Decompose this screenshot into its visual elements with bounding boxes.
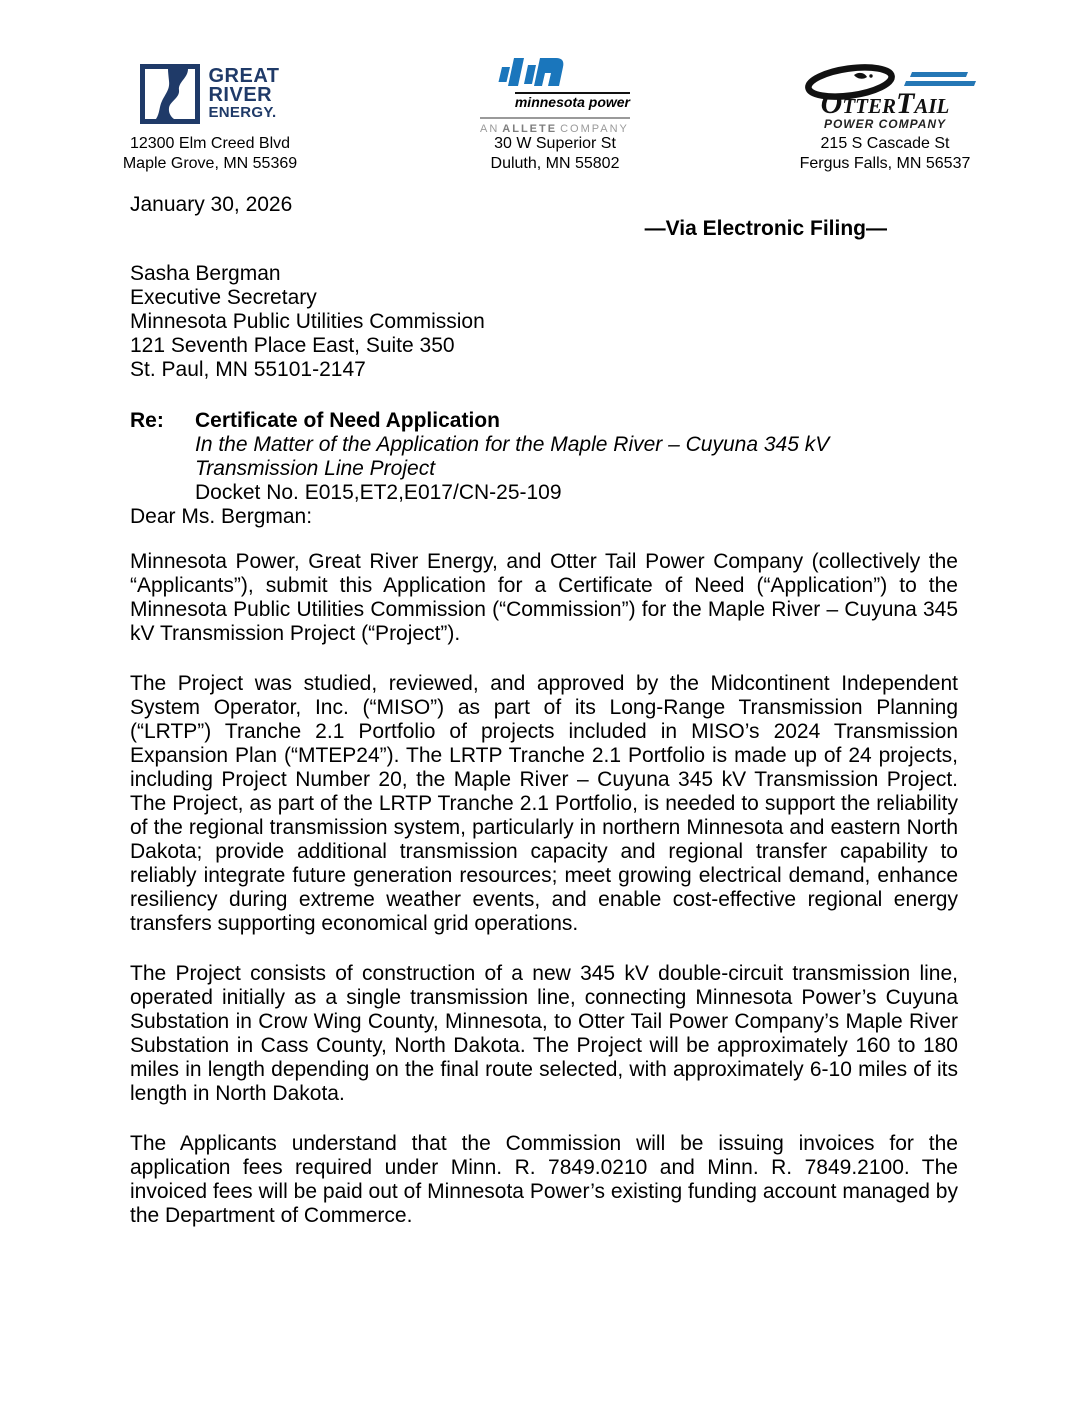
recipient-address-block: [130, 262, 958, 382]
allete-tagline-name: ALLETE: [502, 123, 558, 135]
mp-address-line-2: Duluth, MN 55802: [490, 155, 620, 172]
letter-date: January 30, 2026: [130, 193, 293, 216]
minnesota-power-letterhead: [455, 60, 655, 174]
allete-tagline-prefix: AN: [480, 123, 500, 135]
otp-address-line-2: Fergus Falls, MN 56537: [799, 155, 971, 172]
recipient-city-state-zip: St. Paul, MN 55101-2147: [130, 358, 366, 381]
otp-address: [772, 134, 998, 174]
gre-address-line-2: Maple Grove, MN 55369: [122, 155, 298, 172]
otter-tail-tagline: POWER COMPANY: [823, 116, 947, 131]
allete-divider: [480, 117, 630, 119]
otter-tail-letterhead: [772, 64, 998, 174]
minnesota-power-wordmark: minnesota power: [514, 94, 630, 110]
re-matter: In the Matter of the Application for the Maple River – Cuyuna 345 kV Transmission Line Project: [195, 433, 830, 480]
gre-wordmark-line-3: ENERGY.: [208, 104, 277, 121]
body-paragraph-1: Minnesota Power, Great River Energy, and Otter Tail Power Company (collectively the “Applicants”), submit this Application for a Certificate of Need (“Application”) to the Minnesota Public Utilities Commission (“Commission”) for the Maple River – Cuyuna 345 kV Transmission Project (“Project”).: [130, 550, 958, 645]
re-label: Re:: [130, 409, 164, 432]
body-paragraph-2: The Project was studied, reviewed, and approved by the Midcontinent Independent System Operator, Inc. (“MISO”) as part of its Long-Range Transmission Planning (“LRTP”) Tranche 2.1 Portfolio of projects included in MISO’s 2024 Transmission Expansion Plan (“MTEP24”). The LRTP Tranche 2.1 Portfolio is made up of 24 projects, including Project Number 20, the Maple River – Cuyuna 345 kV Transmission Project. The Project, as part of the LRTP Tranche 2.1 Portfolio, is needed to support the reliability of the regional transmission system, particularly in northern Minnesota and eastern North Dakota; provide additional transmission capacity and regional transfer capability to reliably integrate future generation resources; meet growing electrical demand, enhance resiliency during extreme weather events, and enable cost-effective regional energy transfers supporting economical grid operations.: [130, 672, 958, 935]
minnesota-power-logo: [455, 60, 655, 135]
body-paragraph-3: The Project consists of construction of a new 345 kV double-circuit transmission line, operated initially as a single transmission line, connecting Minnesota Power’s Cuyuna Substation in Crow Wing County, Minnesota, to Otter Tail Power Company’s Maple River Substation in Cass County, North Dakota. The Project will be approximately 160 to 180 miles in length depending on the final route selected, with approximately 6-10 miles of its length in North Dakota.: [130, 962, 958, 1105]
great-river-energy-letterhead: [100, 58, 320, 174]
minnesota-power-m-icon: [492, 55, 572, 89]
otter-tail-wordmark: OtterTail: [820, 86, 950, 120]
filing-notice: —Via Electronic Filing—: [644, 217, 887, 240]
great-river-energy-wordmark: [208, 67, 279, 121]
allete-tagline-suffix: COMPANY: [560, 123, 629, 135]
body-paragraph-4: The Applicants understand that the Commission will be issuing invoices for the application fees required under Minn. R. 7849.0210 and Minn. R. 7849.2100. The invoiced fees will be paid out of Minnesota Power’s existing funding account managed by the Department of Commerce.: [130, 1132, 958, 1227]
re-subject: Certificate of Need Application: [195, 409, 500, 432]
re-docket-number: Docket No. E015,ET2,E017/CN-25-109: [195, 481, 562, 504]
great-river-energy-river-icon: [140, 64, 200, 124]
gre-address-line-1: 12300 Elm Creed Blvd: [129, 135, 291, 152]
otp-address-line-1: 215 S Cascade St: [820, 135, 950, 152]
mp-address-line-1: 30 W Superior St: [494, 135, 616, 152]
great-river-energy-logo: [100, 58, 320, 130]
recipient-street: 121 Seventh Place East, Suite 350: [130, 334, 455, 357]
gre-wordmark-line-2: RIVER: [208, 84, 273, 106]
re-body: [195, 409, 958, 505]
mp-address: [455, 134, 655, 174]
gre-wordmark-line-1: GREAT: [208, 65, 280, 87]
recipient-organization: Minnesota Public Utilities Commission: [130, 310, 485, 333]
otter-tail-logo: [772, 64, 998, 131]
gre-address: [100, 134, 320, 174]
recipient-title: Executive Secretary: [130, 286, 317, 309]
re-block: [130, 409, 958, 505]
salutation: Dear Ms. Bergman:: [130, 505, 313, 528]
recipient-name: Sasha Bergman: [130, 262, 281, 285]
